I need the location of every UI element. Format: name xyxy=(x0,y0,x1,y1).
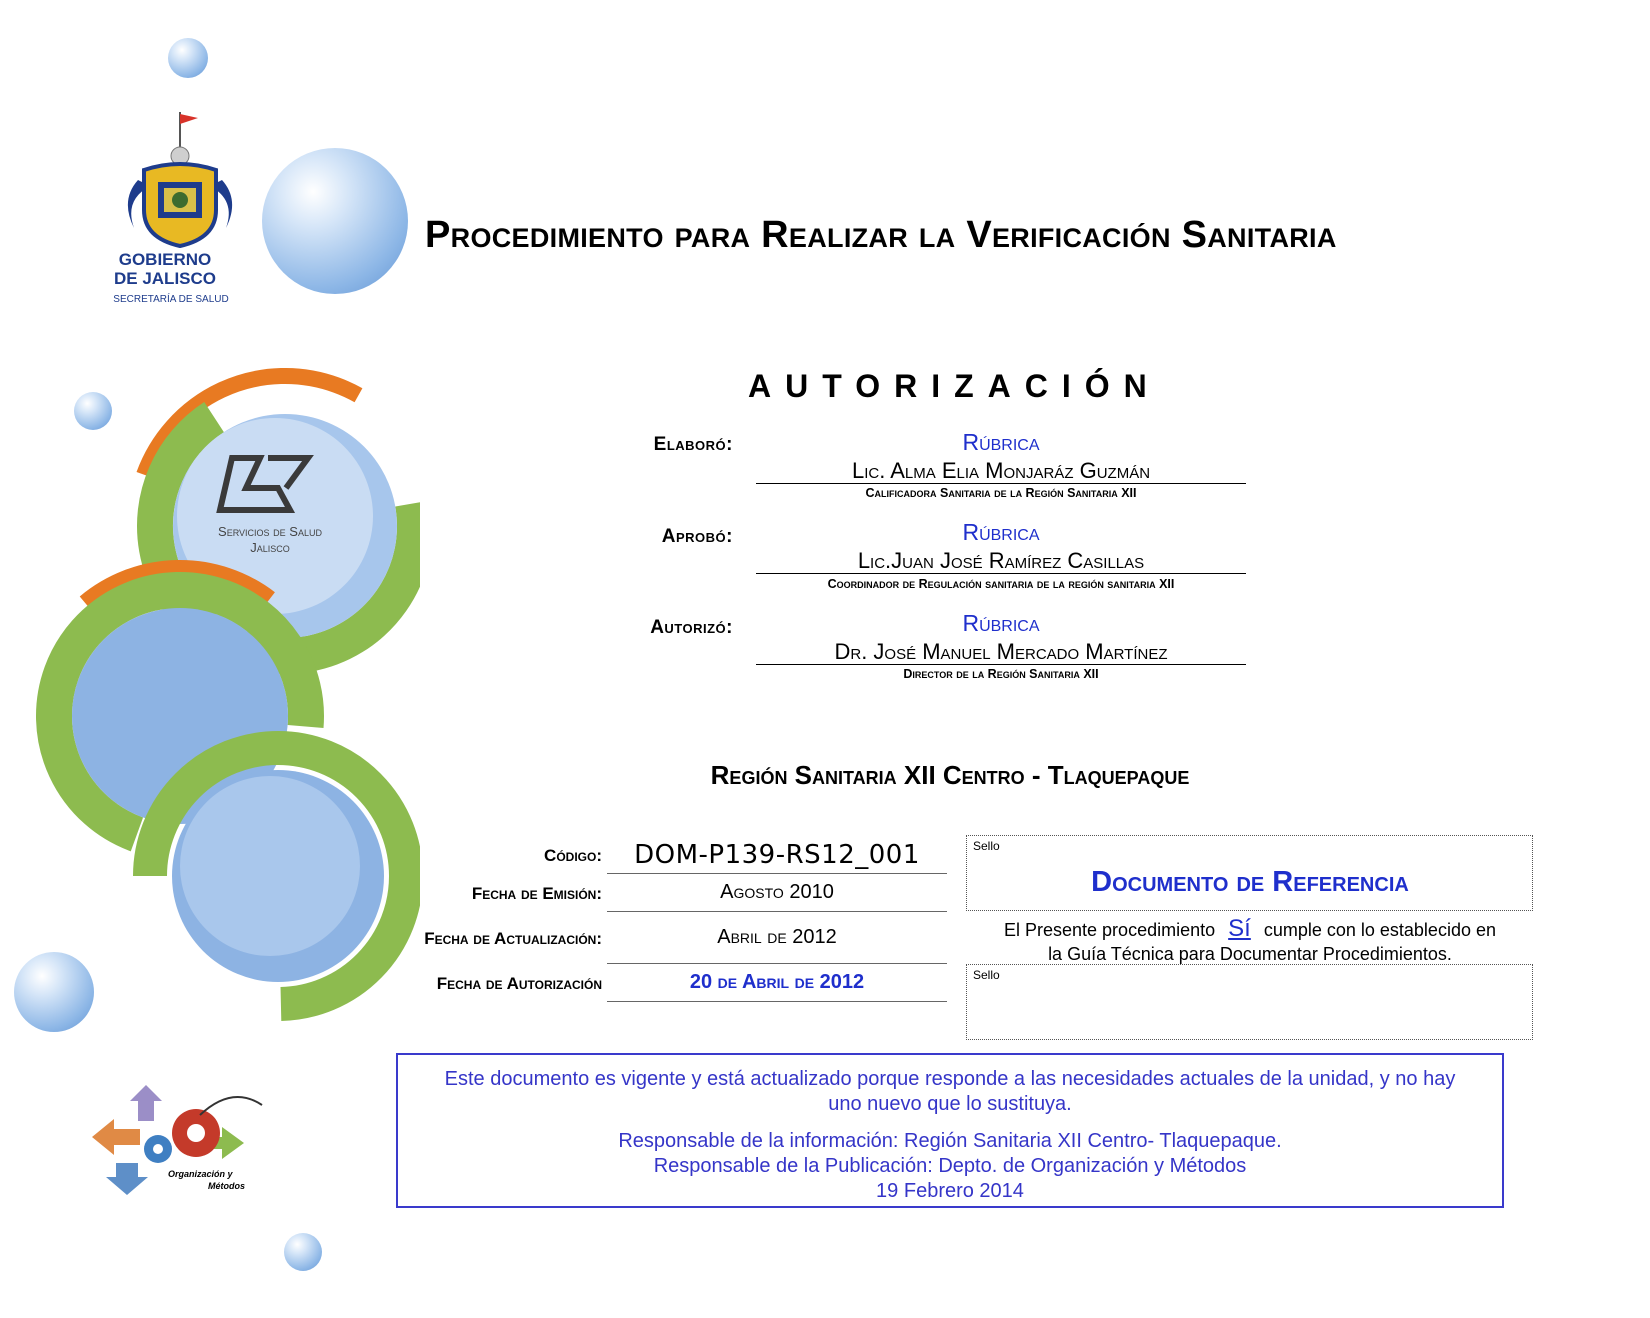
codigo-value: DOM-P139-RS12_001 xyxy=(634,840,920,870)
gobierno-jalisco-logo xyxy=(110,110,250,310)
aprobo-signature: Rúbrica xyxy=(962,519,1040,545)
gobierno-line1: GOBIERNO xyxy=(118,250,212,269)
authorization-heading: AUTORIZACIÓN xyxy=(748,368,1161,404)
emision-value: Agosto 2010 xyxy=(720,881,834,903)
elaboro-signature: Rúbrica xyxy=(962,429,1040,455)
secretaria-salud: SECRETARÍA DE SALUD xyxy=(113,294,229,305)
field-divider xyxy=(607,1001,947,1002)
autorizo-signature-line xyxy=(756,664,1246,665)
om-line2: Métodos xyxy=(208,1181,245,1191)
stamp-box-empty xyxy=(966,964,1533,1040)
validity-notice xyxy=(396,1053,1504,1208)
cumple-statement xyxy=(966,917,1534,966)
page-title: Procedimiento para Realizar la Verificación Sanitaria xyxy=(425,214,1337,256)
autorizacion-label: Fecha de Autorización xyxy=(436,974,602,993)
autorizo-role: Director de la Región Sanitaria XII xyxy=(903,667,1099,681)
sello-label: Sello xyxy=(973,968,1000,982)
autorizo-name: Dr. José Manuel Mercado Martínez xyxy=(834,639,1168,664)
codigo-label: Código: xyxy=(544,846,602,865)
actualizacion-value: Abril de 2012 xyxy=(717,926,837,948)
cumple-text-before: El Presente procedimiento xyxy=(1004,920,1216,940)
decorative-bubble xyxy=(168,38,208,78)
ssj-line1: Servicios de Salud xyxy=(218,524,322,539)
cumple-text-after: cumple con lo establecido en xyxy=(1263,920,1496,940)
gobierno-line2: DE JALISCO xyxy=(113,269,217,288)
elaboro-name: Lic. Alma Elia Monjaráz Guzmán xyxy=(851,458,1151,483)
ssj-line2: Jalisco xyxy=(250,540,290,555)
cumple-text-line2: la Guía Técnica para Documentar Procedimientos. xyxy=(1048,944,1452,964)
aprobo-signature-line xyxy=(756,573,1246,574)
field-divider xyxy=(607,911,947,912)
notice-line5: 19 Febrero 2014 xyxy=(876,1180,1024,1202)
decorative-bubble xyxy=(262,148,408,294)
aprobo-name: Lic.Juan José Ramírez Casillas xyxy=(857,548,1145,573)
cumple-answer: Sí xyxy=(1228,915,1251,942)
emision-label: Fecha de Emisión: xyxy=(471,884,602,903)
decorative-bubble xyxy=(284,1233,322,1271)
actualizacion-label: Fecha de Actualización: xyxy=(424,929,602,948)
elaboro-role: Calificadora Sanitaria de la Región Sanitaria XII xyxy=(865,486,1137,500)
field-divider xyxy=(607,963,947,964)
notice-line1: Este documento es vigente y está actualizado porque responde a las necesidades actuales de la unidad, y no hay xyxy=(444,1068,1456,1090)
region-heading: Región Sanitaria XII Centro - Tlaquepaque xyxy=(710,760,1190,790)
elaboro-label: Elaboró: xyxy=(653,434,733,455)
notice-line4: Responsable de la Publicación: Depto. de Organización y Métodos xyxy=(653,1155,1247,1177)
aprobo-role: Coordinador de Regulación sanitaria de la región sanitaria XII xyxy=(827,577,1175,591)
ssj-logo xyxy=(190,448,350,558)
aprobo-label: Aprobó: xyxy=(661,526,733,547)
notice-line3: Responsable de la información: Región Sanitaria XII Centro- Tlaquepaque. xyxy=(618,1130,1282,1152)
autorizacion-value: 20 de Abril de 2012 xyxy=(689,971,865,993)
ssj-emblem-icon xyxy=(190,448,350,518)
field-divider xyxy=(607,873,947,874)
sello-label: Sello xyxy=(973,839,1000,853)
autorizo-signature: Rúbrica xyxy=(962,610,1040,636)
autorizo-label: Autorizó: xyxy=(650,617,733,638)
notice-line2: uno nuevo que lo sustituya. xyxy=(828,1093,1072,1115)
organizacion-metodos-logo xyxy=(92,1085,272,1205)
elaboro-signature-line xyxy=(756,483,1246,484)
coat-of-arms-icon xyxy=(110,110,250,250)
om-line1: Organización y xyxy=(168,1169,233,1179)
documento-referencia-heading: Documento de Referencia xyxy=(1091,866,1409,898)
